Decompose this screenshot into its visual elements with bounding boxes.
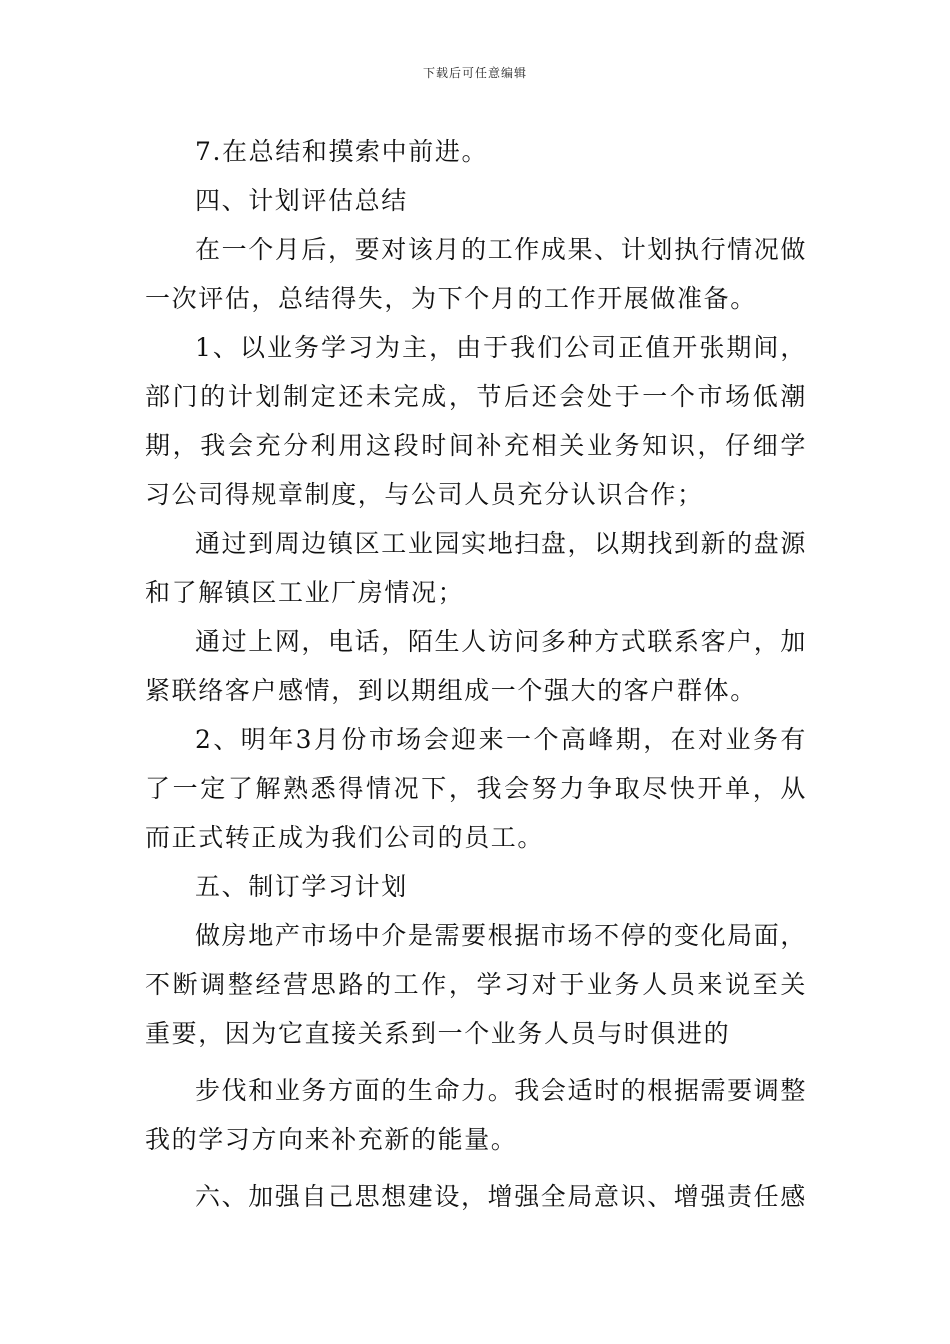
- paragraph-contact-clients: 通过上网，电话，陌生人访问多种方式联系客户，加紧联络客户感情，到以期组成一个强大的客户群体。: [145, 627, 807, 705]
- paragraph-study-direction: 步伐和业务方面的生命力。我会适时的根据需要调整我的学习方向来补充新的能量。: [145, 1076, 807, 1154]
- paragraph-progress-note: 7.在总结和摸索中前进。: [195, 137, 489, 166]
- paragraph-site-survey: 通过到周边镇区工业园实地扫盘，以期找到新的盘源和了解镇区工业厂房情况；: [145, 529, 807, 607]
- section-heading-evaluation: 四、计划评估总结: [195, 186, 408, 215]
- paragraph-study-importance: 做房地产市场中介是需要根据市场不停的变化局面，不断调整经营思路的工作，学习对于业务人员来说至关重要，因为它直接关系到一个业务人员与时俱进的: [145, 921, 807, 1048]
- paragraph-item-1: 1、以业务学习为主，由于我们公司正值开张期间，部门的计划制定还未完成，节后还会处于一个市场低潮期，我会充分利用这段时间补充相关业务知识，仔细学习公司得规章制度，与公司人员充分认识合作；: [145, 333, 807, 509]
- page-header: 下载后可任意编辑: [422, 66, 527, 80]
- document-body: [145, 127, 807, 1221]
- paragraph-evaluation: 在一个月后，要对该月的工作成果、计划执行情况做一次评估，总结得失，为下个月的工作开展做准备。: [145, 235, 807, 313]
- section-heading-mindset: 六、加强自己思想建设，增强全局意识、增强责任感: [195, 1182, 807, 1211]
- section-heading-study-plan: 五、制订学习计划: [195, 872, 408, 901]
- paragraph-item-2: 2、明年3月份市场会迎来一个高峰期，在对业务有了一定了解熟悉得情况下，我会努力争取尽快开单，从而正式转正成为我们公司的员工。: [145, 725, 807, 852]
